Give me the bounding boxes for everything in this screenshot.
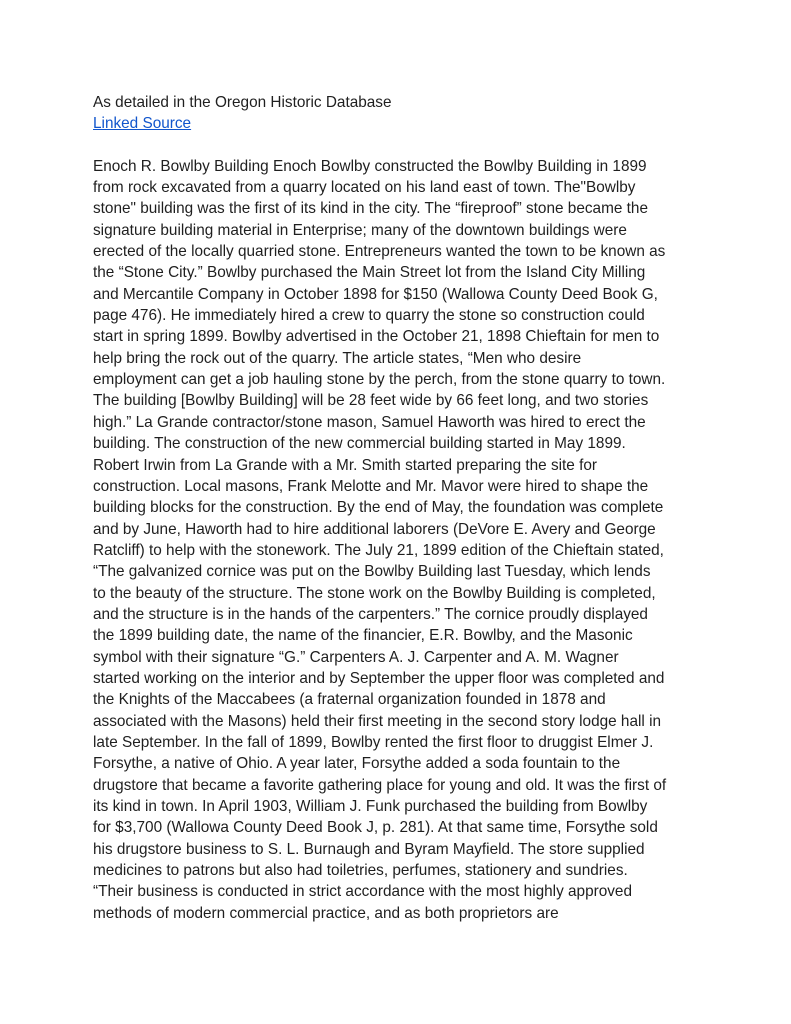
body-line: stone" building was the first of its kind in the city. The “fireproof” stone became the bbox=[93, 200, 648, 218]
intro-text: As detailed in the Oregon Historic Database bbox=[93, 94, 392, 111]
body-line: symbol with their signature “G.” Carpenters A. J. Carpenter and A. M. Wagner bbox=[93, 648, 619, 666]
body-line: high.” La Grande contractor/stone mason, Samuel Haworth was hired to erect the bbox=[93, 413, 646, 431]
body-line: from rock excavated from a quarry located on his land east of town. The"Bowlby bbox=[93, 179, 636, 197]
body-line: Enoch R. Bowlby Building Enoch Bowlby constructed the Bowlby Building in 1899 bbox=[93, 157, 647, 175]
body-line: his drugstore business to S. L. Burnaugh and Byram Mayfield. The store supplied bbox=[93, 840, 645, 858]
body-line: Forsythe, a native of Ohio. A year later, Forsythe added a soda fountain to the bbox=[93, 755, 621, 773]
linked-source-link[interactable]: Linked Source bbox=[93, 115, 192, 133]
body-line: erected of the locally quarried stone. Entrepreneurs wanted the town to be known as bbox=[93, 243, 666, 261]
body-line: the Knights of the Maccabees (a fraternal organization founded in 1878 and bbox=[93, 691, 606, 709]
body-line: medicines to patrons but also had toiletries, perfumes, stationery and sundries. bbox=[93, 862, 628, 880]
body-line: construction. Local masons, Frank Melotte and Mr. Mavor were hired to shape the bbox=[93, 477, 649, 495]
body-line: and the structure is in the hands of the carpenters.” The cornice proudly displayed bbox=[93, 605, 648, 623]
body-line: for $3,700 (Wallowa County Deed Book J, p. 281). At that same time, Forsythe sold bbox=[93, 819, 658, 837]
body-line: The building [Bowlby Building] will be 28 feet wide by 66 feet long, and two stories bbox=[93, 392, 649, 410]
body-line: and Mercantile Company in October 1898 for $150 (Wallowa County Deed Book G, bbox=[93, 285, 658, 303]
body-line: late September. In the fall of 1899, Bowlby rented the first floor to druggist Elmer J. bbox=[93, 733, 654, 751]
body-line: methods of modern commercial practice, and as both proprietors are bbox=[93, 904, 559, 922]
body-line: Robert Irwin from La Grande with a Mr. Smith started preparing the site for bbox=[93, 456, 597, 474]
body-line: start in spring 1899. Bowlby advertised in the October 21, 1898 Chieftain for men to bbox=[93, 328, 660, 346]
body-line: started working on the interior and by September the upper floor was completed and bbox=[93, 669, 665, 687]
body-line: building blocks for the construction. By the end of May, the foundation was complete bbox=[93, 499, 664, 517]
body-line: signature building material in Enterprise; many of the downtown buildings were bbox=[93, 221, 627, 239]
body-line: associated with the Masons) held their first meeting in the second story lodge hall in bbox=[93, 712, 662, 730]
body-line: drugstore that became a favorite gathering place for young and old. It was the first of bbox=[93, 776, 667, 794]
body-line: employment can get a job hauling stone by the perch, from the stone quarry to town. bbox=[93, 371, 666, 389]
body-line: page 476). He immediately hired a crew to quarry the stone so construction could bbox=[93, 307, 645, 325]
body-line: Ratcliff) to help with the stonework. The July 21, 1899 edition of the Chieftain stated, bbox=[93, 541, 664, 559]
body-line: the 1899 building date, the name of the financier, E.R. Bowlby, and the Masonic bbox=[93, 627, 633, 645]
body-line: and by June, Haworth had to hire additional laborers (DeVore E. Avery and George bbox=[93, 520, 656, 538]
body-line: help bring the rock out of the quarry. The article states, “Men who desire bbox=[93, 349, 582, 367]
body-paragraph bbox=[93, 156, 705, 924]
body-line: its kind in town. In April 1903, William J. Funk purchased the building from Bowlby bbox=[93, 798, 648, 815]
body-line: “The galvanized cornice was put on the Bowlby Building last Tuesday, which lends bbox=[93, 563, 651, 581]
linked-source-row bbox=[93, 113, 705, 134]
body-line: building. The construction of the new commercial building started in May 1899. bbox=[93, 435, 626, 453]
body-line: “Their business is conducted in strict accordance with the most highly approved bbox=[93, 883, 633, 901]
body-line: the “Stone City.” Bowlby purchased the Main Street lot from the Island City Milling bbox=[93, 264, 646, 282]
document-content bbox=[93, 92, 705, 924]
body-line: to the beauty of the structure. The stone work on the Bowlby Building is completed, bbox=[93, 584, 656, 602]
